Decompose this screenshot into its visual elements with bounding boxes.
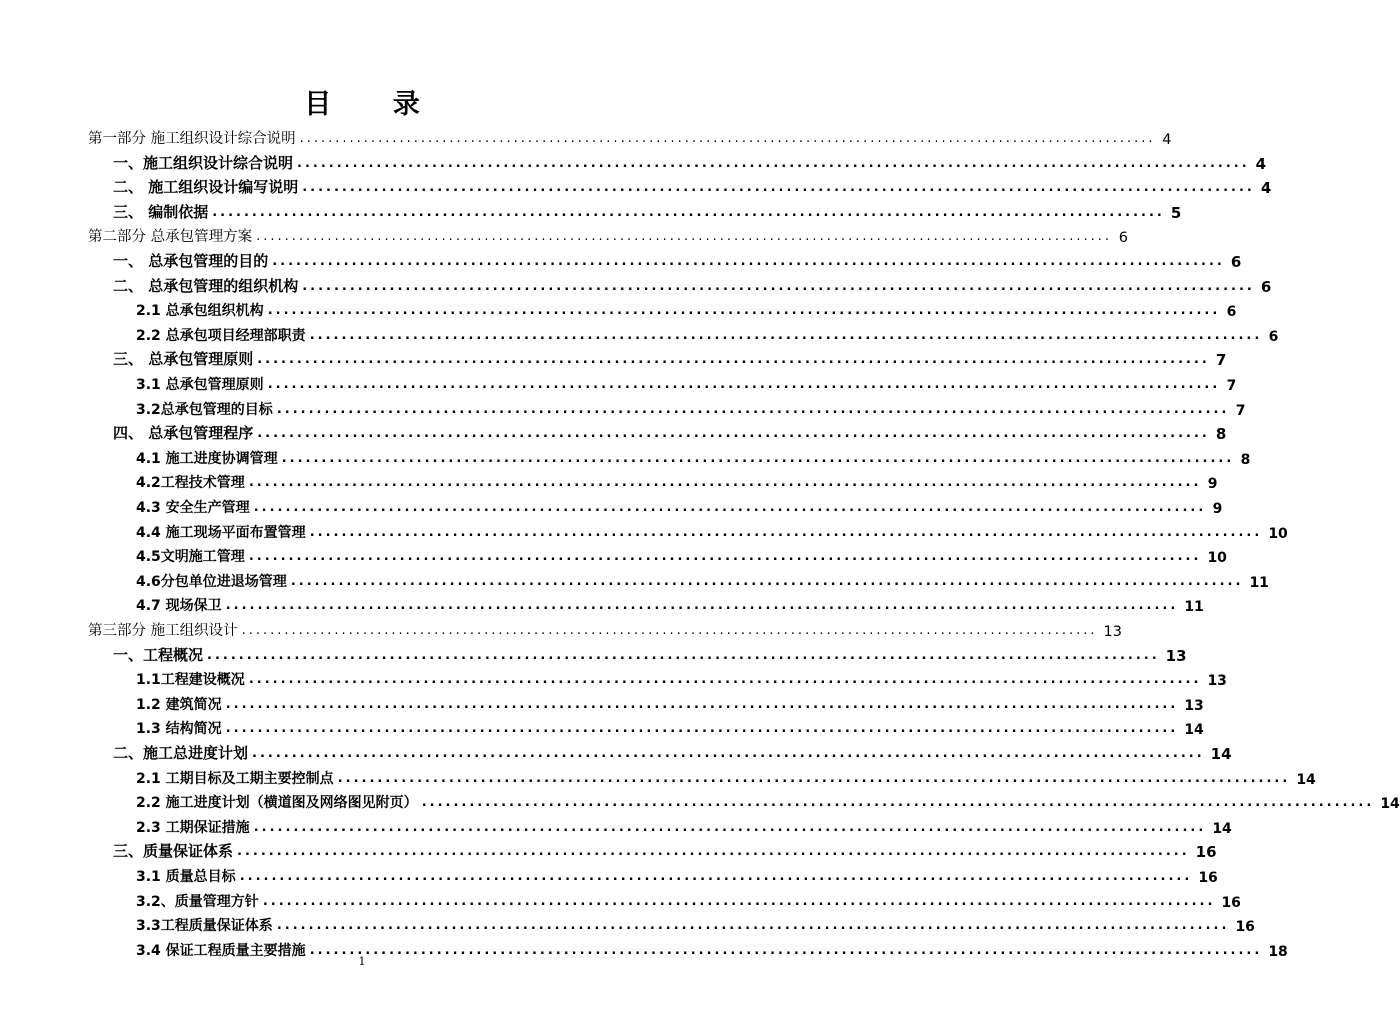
toc-entry[interactable] — [136, 714, 1204, 739]
dot-leader: ........................................................................................................................ — [248, 475, 1202, 491]
toc-entry[interactable] — [136, 493, 1223, 517]
dot-leader: ........................................................................................................................ — [421, 795, 1375, 811]
dot-leader: ........................................................................................................................ — [225, 721, 1179, 737]
toc-entry-page: 16 — [1198, 870, 1218, 886]
dot-leader: ........................................................................................................................ — [337, 770, 1291, 786]
toc-entry-page: 13 — [1103, 624, 1122, 640]
toc-entry[interactable] — [113, 173, 1272, 198]
toc-entry-label: 第二部分 总承包管理方案 — [88, 229, 253, 246]
page-title: 目 录 — [304, 89, 446, 120]
toc-entry-page: 9 — [1212, 501, 1223, 517]
toc-entry-page: 13 — [1184, 697, 1204, 714]
toc-entry[interactable] — [136, 690, 1204, 714]
toc-entry-label: 3.1 总承包管理原则 — [136, 377, 264, 393]
dot-leader: ........................................................................................................................ — [309, 942, 1263, 958]
dot-leader: ........................................................................................................................ — [253, 819, 1207, 835]
toc-entry[interactable] — [136, 468, 1218, 493]
toc-entry-page: 14 — [1212, 820, 1232, 837]
toc-entry-label: 三、 编制依据 — [113, 202, 209, 221]
toc-entry-label: 3.3工程质量保证体系 — [136, 918, 273, 935]
toc-entry-label: 2.3 工期保证措施 — [136, 819, 250, 836]
toc-entry-label: 1.3 结构简况 — [136, 721, 222, 738]
dot-leader: ........................................................................................................................ — [225, 598, 1179, 614]
toc-entry-label: 2.2 施工进度计划（横道图及网络图见附页） — [136, 795, 418, 812]
toc-entry-label: 一、工程概况 — [113, 645, 204, 664]
dot-leader: ........................................................................................................................ — [207, 647, 1160, 663]
toc-entry-label: 2.2 总承包项目经理部职责 — [136, 327, 306, 344]
toc-entry-label: 二、 总承包管理的组织机构 — [113, 276, 299, 295]
toc-entry-page: 14 — [1210, 745, 1232, 763]
dot-leader: ........................................................................................................................ — [248, 672, 1202, 688]
dot-leader: ........................................................................................................................ — [253, 500, 1207, 515]
toc-entry-label: 3.2、质量管理方针 — [136, 893, 259, 910]
toc-entry-label: 一、施工组织设计综合说明 — [113, 153, 294, 172]
dot-leader: ........................................................................................................................ — [297, 155, 1250, 171]
dot-leader: ........................................................................................................................ — [299, 131, 1156, 146]
toc-entry-label: 一、 总承包管理的目的 — [113, 252, 269, 270]
dot-leader: ........................................................................................................................ — [239, 869, 1193, 884]
toc-entry-page: 13 — [1165, 646, 1187, 665]
toc-entry-page: 18 — [1268, 943, 1288, 960]
toc-entry-page: 14 — [1184, 722, 1204, 739]
toc-entry-page: 16 — [1221, 894, 1241, 911]
toc-entry-label: 4.5文明施工管理 — [136, 549, 245, 566]
toc-entry[interactable] — [113, 837, 1217, 862]
toc-entry-page: 9 — [1207, 476, 1218, 493]
toc-entry-page: 8 — [1240, 451, 1251, 468]
toc-entry-page: 16 — [1235, 919, 1255, 936]
toc-entry[interactable] — [136, 567, 1269, 591]
dot-leader: ........................................................................................................................ — [272, 254, 1225, 269]
dot-leader: ........................................................................................................................ — [237, 844, 1190, 860]
toc-entry-label: 3.1 质量总目标 — [136, 869, 236, 885]
toc-entry-label: 2.1 工期目标及工期主要控制点 — [136, 770, 334, 787]
toc-entry[interactable] — [136, 518, 1288, 542]
dot-leader: ........................................................................................................................ — [281, 450, 1235, 466]
toc-entry-page: 6 — [1230, 253, 1242, 271]
dot-leader: ........................................................................................................................ — [252, 746, 1205, 761]
toc-entry[interactable] — [136, 911, 1255, 936]
toc-entry-page: 6 — [1118, 230, 1128, 247]
dot-leader: ........................................................................................................................ — [248, 549, 1202, 565]
toc-entry-label: 三、 总承包管理原则 — [113, 350, 254, 369]
toc-entry-label: 4.1 施工进度协调管理 — [136, 450, 278, 467]
dot-leader: ........................................................................................................................ — [267, 303, 1221, 319]
toc-entry[interactable] — [113, 198, 1182, 222]
toc-entry[interactable] — [113, 272, 1272, 296]
toc-entry[interactable] — [113, 739, 1232, 763]
toc-entry-page: 7 — [1235, 402, 1246, 419]
dot-leader: ........................................................................................................................ — [241, 623, 1098, 638]
toc-entry-page: 11 — [1184, 599, 1204, 616]
toc-entry-label: 三、质量保证体系 — [113, 842, 234, 861]
toc-entry-page: 6 — [1260, 277, 1272, 296]
toc-entry[interactable] — [136, 887, 1241, 911]
toc-entry-label: 四、 总承包管理程序 — [113, 424, 254, 443]
toc-entry[interactable] — [136, 542, 1227, 567]
toc-entry[interactable] — [136, 788, 1400, 813]
dot-leader: ........................................................................................................................ — [309, 327, 1263, 343]
toc-entry-page: 4 — [1260, 179, 1272, 198]
toc-entry-label: 1.1工程建设概况 — [136, 672, 245, 689]
toc-entry[interactable] — [88, 616, 1122, 640]
toc-entry-page: 4 — [1255, 154, 1267, 173]
dot-leader: ........................................................................................................................ — [302, 278, 1255, 294]
toc-entry-page: 5 — [1170, 203, 1182, 222]
toc-entry-page: 4 — [1162, 132, 1172, 148]
toc-entry-page: 7 — [1226, 378, 1237, 394]
toc-entry[interactable] — [88, 222, 1128, 247]
dot-leader: ........................................................................................................................ — [302, 180, 1255, 196]
toc-entry[interactable] — [136, 665, 1227, 690]
toc-entry-label: 2.1 总承包组织机构 — [136, 303, 264, 320]
dot-leader: ........................................................................................................................ — [276, 401, 1230, 417]
dot-leader: ........................................................................................................................ — [309, 524, 1263, 540]
toc-entry-page: 10 — [1268, 525, 1288, 542]
toc-entry[interactable] — [113, 419, 1227, 444]
toc-entry-page: 6 — [1268, 328, 1279, 345]
page-number: 1 — [358, 955, 366, 968]
toc-entry-label: 4.4 施工现场平面布置管理 — [136, 524, 306, 541]
toc-entry-page: 11 — [1249, 574, 1269, 591]
toc-entry-page: 10 — [1207, 550, 1227, 567]
toc-entry[interactable] — [136, 370, 1237, 394]
toc-entry[interactable] — [113, 641, 1187, 665]
toc-entry[interactable] — [136, 813, 1232, 837]
toc-entry-page: 16 — [1195, 843, 1217, 862]
toc-entry-label: 4.3 安全生产管理 — [136, 500, 250, 516]
toc-entry[interactable] — [136, 862, 1218, 886]
toc-entry[interactable] — [113, 149, 1267, 173]
toc-entry[interactable] — [136, 296, 1237, 321]
toc-entry-page: 13 — [1207, 673, 1227, 690]
toc-entry[interactable] — [136, 444, 1251, 468]
toc-entry[interactable] — [136, 321, 1279, 345]
dot-leader: ........................................................................................................................ — [262, 893, 1216, 909]
toc-entry[interactable] — [113, 345, 1227, 370]
toc-entry-label: 二、施工总进度计划 — [113, 744, 249, 762]
toc-entry-page: 14 — [1380, 796, 1400, 813]
dot-leader: ........................................................................................................................ — [257, 352, 1210, 368]
toc-entry-page: 8 — [1215, 425, 1227, 444]
toc-entry-label: 第三部分 施工组织设计 — [88, 623, 238, 639]
toc-entry-label: 4.2工程技术管理 — [136, 475, 245, 492]
dot-leader: ........................................................................................................................ — [276, 918, 1230, 934]
toc-entry[interactable] — [136, 395, 1246, 419]
toc-entry-page: 6 — [1226, 304, 1237, 321]
dot-leader: ........................................................................................................................ — [225, 696, 1179, 712]
toc-entry[interactable] — [136, 764, 1316, 788]
toc-entry-label: 3.4 保证工程质量主要措施 — [136, 942, 306, 959]
toc-entry-label: 4.7 现场保卫 — [136, 598, 222, 615]
toc-entry-page: 7 — [1215, 351, 1227, 370]
toc-entry-label: 4.6分包单位进退场管理 — [136, 573, 287, 590]
dot-leader: ........................................................................................................................ — [257, 426, 1210, 442]
dot-leader: ........................................................................................................................ — [267, 377, 1221, 392]
toc-entry-label: 1.2 建筑简况 — [136, 696, 222, 713]
dot-leader: ........................................................................................................................ — [256, 229, 1112, 245]
toc-entry[interactable] — [113, 247, 1242, 271]
toc-entry-page: 14 — [1296, 771, 1316, 788]
toc-entry[interactable] — [88, 124, 1172, 148]
toc-entry-label: 3.2总承包管理的目标 — [136, 401, 273, 418]
toc-entry-label: 二、 施工组织设计编写说明 — [113, 178, 299, 197]
dot-leader: ........................................................................................................................ — [212, 204, 1165, 220]
dot-leader: ........................................................................................................................ — [290, 573, 1244, 589]
toc-entry-label: 第一部分 施工组织设计综合说明 — [88, 131, 296, 147]
toc-entry[interactable] — [136, 591, 1204, 616]
